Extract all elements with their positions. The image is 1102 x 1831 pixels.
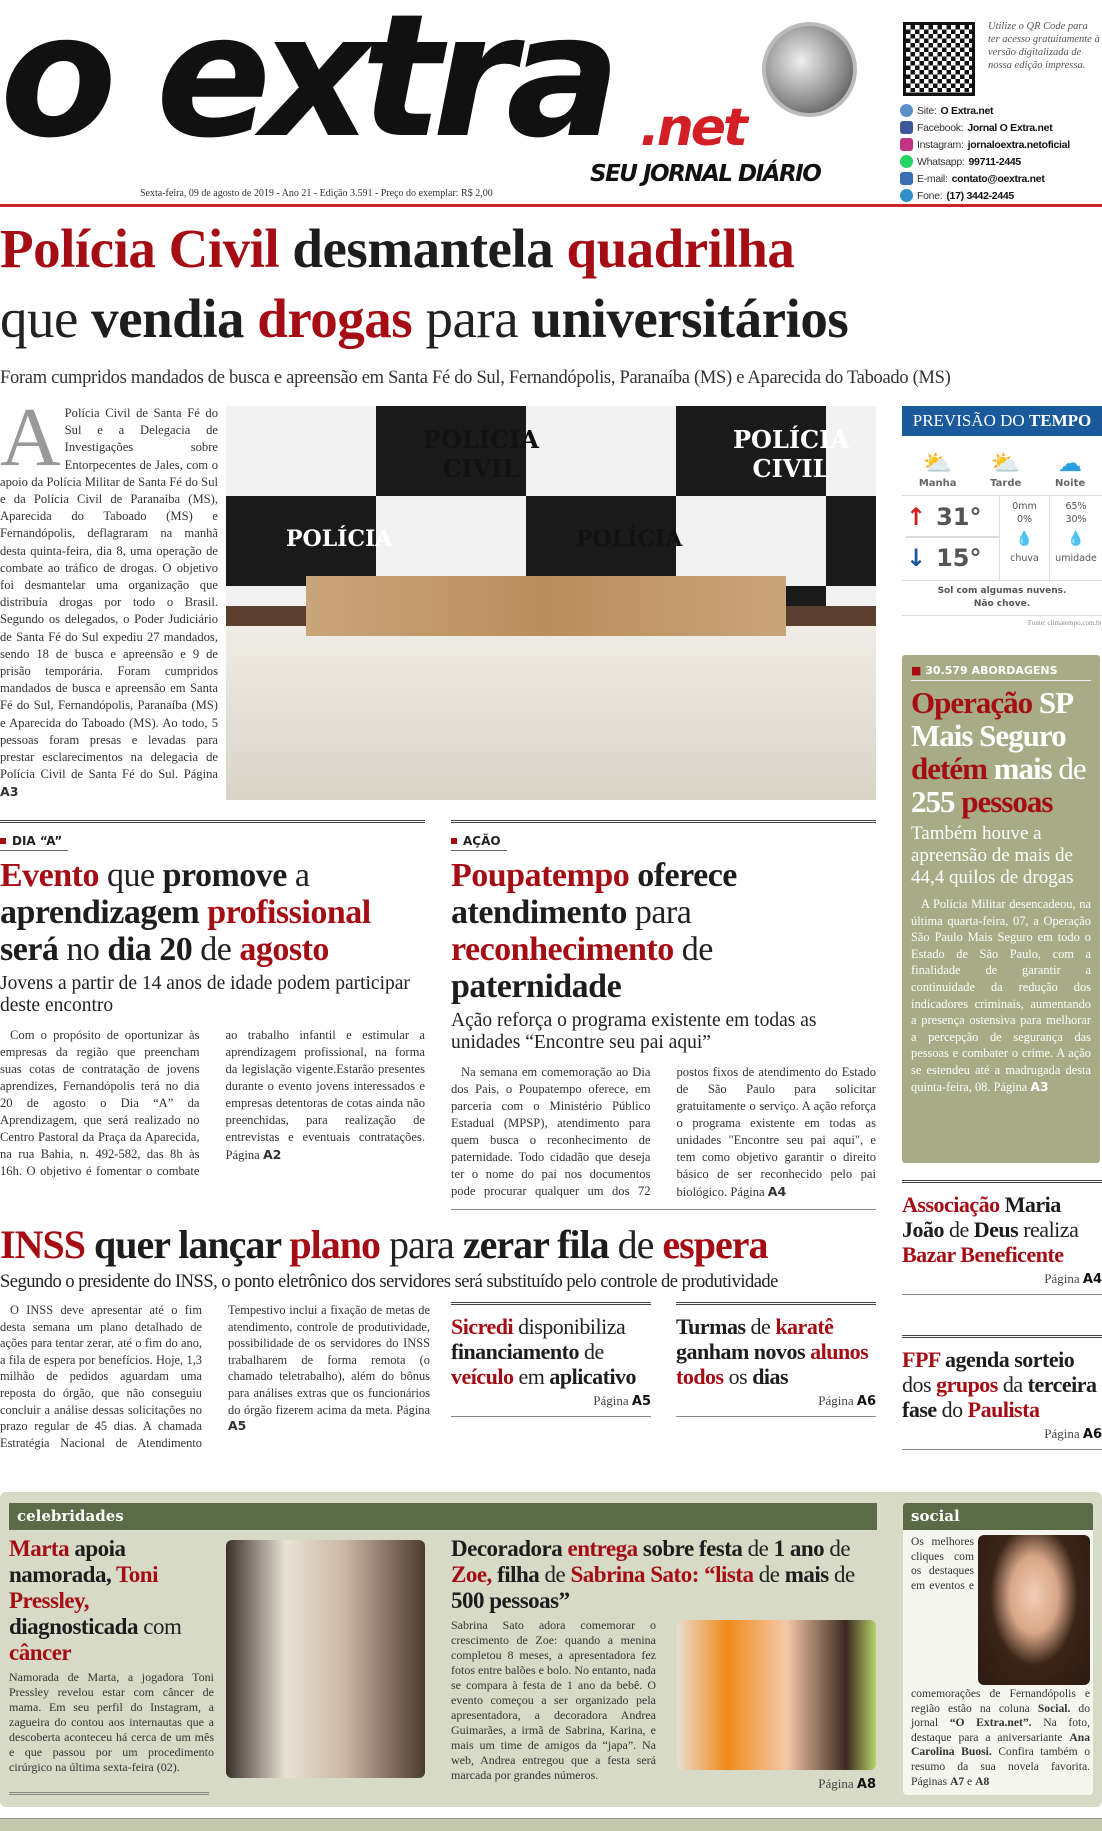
weather-summary: Não chove. xyxy=(973,599,1031,609)
headline-segment: de xyxy=(833,1562,855,1587)
section-title: social xyxy=(911,1507,960,1525)
photo-banner-text: POLÍCIA xyxy=(286,526,393,552)
headline-segment: Evento xyxy=(0,857,107,894)
middle-section xyxy=(0,820,876,1451)
page-number: A8 xyxy=(856,1777,876,1792)
story-inss[interactable] xyxy=(0,1222,876,1294)
headline-segment: espera xyxy=(662,1222,768,1267)
story-dia-a[interactable] xyxy=(0,820,425,1180)
lead-body-text: Polícia Civil de Santa Fé do Sul e a Delegacia de Investigações sobre Entorpecentes de Jales, com o apoio da Polícia Militar de Santa Fé do Sul e da Polícia Civil de Paranaíba (MS), Aparecida do Taboado (MS) e Fernandópolis, deflagraram na manhã desta quinta-feira, dia 8, uma operação de combate ao tráfico de drogas. O objetivo foi desmantelar uma organização que distribuía drogas por todo o Brasil. Segundo os delegados, o Poder Judiciário de Santa Fé do Sul expediu 27 mandados, sendo 18 de busca e apreensão e 9 de prisão temporária. Foram cumpridos mandados de busca e apreensão em Santa Fé do Sul, Fernandópolis, Paranaíba (MS) e Aparecida do Taboado (MS). Ao todo, 5 pessoas foram presas e levadas para prestar esclarecimentos na delegacia de Polícia Civil de Santa Fé do Sul. Página xyxy=(0,406,218,782)
story-marta[interactable] xyxy=(9,1536,214,1775)
headline-segment: Paulista xyxy=(967,1397,1040,1422)
temp-min: 15° xyxy=(936,544,982,572)
headline-segment: sobre festa xyxy=(642,1536,748,1561)
ops-body-text: A Polícia Militar desencadeou, na última quarta-feira, 07, a Operação São Paulo Mais Seguro em todo o Estado de São Paulo, com a finalidade de garantir a continuidade da redução dos indicadores criminais, aumentando a presença ostensiva para melhorar a percepção de segurança das pessoas e combater o crime. A ação se estendeu até a madrugada desta quinta-feira, 08. Página xyxy=(911,897,1091,1094)
page-label: Página xyxy=(1044,1426,1083,1441)
headline-segment: 255 xyxy=(911,784,962,819)
bold-text: “O Extra.net”. xyxy=(949,1716,1032,1730)
rain-pct: 0% xyxy=(1016,514,1033,525)
page-ref[interactable]: A5 xyxy=(228,1418,247,1434)
masthead-rule xyxy=(0,204,1102,207)
arrow-down-icon: ↓ xyxy=(906,544,927,572)
lead-photo xyxy=(226,406,876,800)
page-number: A6 xyxy=(856,1394,876,1409)
page-ref[interactable] xyxy=(800,1776,876,1793)
headline-segment: em xyxy=(518,1364,550,1389)
page-ref[interactable]: A4 xyxy=(767,1184,787,1199)
inss-body xyxy=(0,1302,430,1451)
kicker-text: 30.579 ABORDAGENS xyxy=(925,664,1058,677)
ops-box[interactable] xyxy=(902,655,1100,1163)
headline-segment: FPF xyxy=(902,1347,945,1372)
headline-segment: dias xyxy=(752,1364,789,1389)
qr-caption: Utilize o QR Code para ter acesso gratuitamente à versão digitalizada de nossa edição impressa. xyxy=(988,21,1100,71)
weather-title xyxy=(902,406,1102,436)
instagram-icon xyxy=(900,138,913,151)
body xyxy=(0,1027,425,1180)
headline xyxy=(451,857,876,1005)
headline-segment: paternidade xyxy=(451,968,622,1005)
contact-value: jornaloextra.netoficial xyxy=(967,138,1070,151)
headline xyxy=(902,1192,1102,1267)
headline-segment: de xyxy=(949,1217,974,1242)
headline-segment: detém xyxy=(911,751,994,786)
story-acao[interactable] xyxy=(451,820,876,1210)
headline xyxy=(676,1314,876,1389)
headline xyxy=(0,857,425,968)
headline-segment: Maria João xyxy=(902,1192,1061,1242)
contact-phone[interactable] xyxy=(900,187,1070,204)
contact-email[interactable] xyxy=(900,170,1070,187)
body-text: Os melhores cliques com os destaques em eventos e comemorações de Fernandópolis e região estão na coluna xyxy=(911,1535,1090,1715)
ops-body xyxy=(911,896,1091,1095)
headline-segment: Decoradora xyxy=(451,1536,568,1561)
contact-label: Fone: xyxy=(917,189,943,202)
headline-segment: que xyxy=(0,288,92,349)
page-label: Página xyxy=(818,1776,857,1791)
contact-value: (17) 3442-2445 xyxy=(946,189,1014,202)
contact-site[interactable] xyxy=(900,102,1070,119)
headline-segment: 1 ano xyxy=(773,1536,830,1561)
logo: o extra xyxy=(0,0,611,176)
social-panel[interactable] xyxy=(903,1503,1093,1795)
drop-cap: A xyxy=(0,391,61,484)
headline-segment: Marta xyxy=(9,1536,75,1561)
body-text: Confira também o resumo da sua novela favorita. Páginas xyxy=(911,1745,1090,1788)
period-morning xyxy=(919,448,957,489)
headline-segment: aplicativo xyxy=(549,1364,637,1389)
lead-body xyxy=(0,391,218,802)
social-photo xyxy=(978,1535,1090,1685)
bold-text: Social. xyxy=(1037,1701,1071,1715)
rain-label: chuva xyxy=(1010,553,1039,564)
headline-segment: Zoe, xyxy=(451,1562,498,1587)
headline-segment: de xyxy=(758,1562,785,1587)
headline-segment: INSS xyxy=(0,1222,94,1267)
bold-text: Ana Carolina Buosi. xyxy=(911,1730,1090,1759)
cloud-moon-icon: ☁ xyxy=(1058,449,1083,477)
headline-segment: agosto xyxy=(239,931,329,968)
headline-segment: dia 20 xyxy=(107,931,201,968)
headline-segment: de xyxy=(617,1222,663,1267)
headline-segment: para xyxy=(634,894,692,931)
headline-segment: profissional xyxy=(207,894,371,931)
period-night xyxy=(1055,448,1085,489)
humidity-label: umidade xyxy=(1055,553,1097,564)
phone-icon xyxy=(900,189,913,202)
contact-value: 99711-2445 xyxy=(968,155,1021,168)
headline-segment: quer lançar xyxy=(93,1222,290,1267)
page-label: Página xyxy=(593,1393,632,1408)
headline-segment: Bazar Beneficente xyxy=(902,1242,1064,1267)
headline-segment: que xyxy=(107,857,163,894)
page-ref[interactable] xyxy=(902,1426,1102,1443)
headline-segment: os xyxy=(728,1364,753,1389)
photo-banner-text: POLÍCIA CIVIL xyxy=(732,425,849,483)
photo-table xyxy=(226,626,876,800)
headline-segment: dos xyxy=(902,1372,937,1397)
footer-rule xyxy=(0,1818,1102,1831)
contact-value: Jornal O Extra.net xyxy=(967,121,1053,134)
body-text: O INSS deve apresentar até o fim desta semana um plano detalhado de ações para tentar zerar, até o fim do ano, a fila de espera por benefícios. Hoje, 1,3 milhão de pedidos aguardam uma reposta do órgão, que não conseguiu concluir a análise dessas solicitações no prazo regular de 45 dias. A chamada Estratégia Nacional de Atendimento Tempestivo inclui a fixação de metas de atendimento, controle de produtividade, possibilidade de os servidores do INSS trabalharem de forma remota (o chamado teletrabalho), além do bônus para análises extras que os funcionários do órgão fizerem acima da meta. Página xyxy=(0,1303,430,1450)
headline-segment: de xyxy=(544,1562,571,1587)
contact-label: Facebook: xyxy=(917,121,964,134)
headline-segment: SP Mais Seguro xyxy=(911,685,1072,753)
sabrina-photo xyxy=(677,1620,876,1770)
whatsapp-icon xyxy=(900,155,913,168)
headline-segment: para xyxy=(388,1222,463,1267)
headline-segment: para xyxy=(425,288,532,349)
headline-segment: de xyxy=(200,931,240,968)
contact-value: O Extra.net xyxy=(940,104,994,117)
facebook-icon xyxy=(900,121,913,134)
humidity-max: 65% xyxy=(1065,501,1087,512)
headline-segment: será xyxy=(0,931,67,968)
headline-segment: todos xyxy=(676,1364,729,1389)
body-text: Na semana em comemoração ao Dia dos Pais, o Poupatempo oferece, em parceria com o Ministério Público Estadual (MPSP), atendimento para quem busca o reconhecimento de paternidade. Todo cidadão que deseja ter o nome do pai nos documentos pode procurar qualquer um dos 72 postos fixos de atendimento do Estado de São Paulo para solicitar gratuitamente o serviço. A ação reforça o programa existente em todas as unidades "Encontre seu pai aqui", e tem como objetivo garantir o direito básico de ser reconhecido pelo pai biológico. Página xyxy=(451,1065,876,1199)
photo-banner-text: POLÍCIA xyxy=(576,526,683,552)
weather-source[interactable]: Fonte: climatempo.com.br xyxy=(1027,619,1102,627)
page-label: Página xyxy=(1044,1271,1083,1286)
globe-logo-icon xyxy=(762,22,857,117)
body-text: Com o propósito de oportunizar às empresas da região que preencham suas cotas de contratação de jovens aprendizes, Fernandópolis terá no dia 20 de agosto o Dia “A” da Aprendizagem, que será realizado no Centro Pastoral da Praça da Aparecida, na rua Bahia, n. 492-582, das 8h às 16h. O objetivo é fomentar o combate ao trabalho infantil e estimular a aprendizagem profissional, na forma da legislação vigente.Estarão presentes durante o evento jovens interessados e empresas detentoras de cotas ainda não preenchidas, para realização de entrevistas e eventuais contratações. Página xyxy=(0,1028,425,1178)
subhead: Ação reforça o programa existente em todas as unidades “Encontre seu pai aqui” xyxy=(451,1010,817,1053)
headline-segment: oferece atendimento xyxy=(451,857,737,931)
ops-subhead: Também houve a apreensão de mais de 44,4 quilos de drogas xyxy=(911,823,1074,888)
headline-segment: realiza xyxy=(1023,1217,1079,1242)
contact-value: contato@oextra.net xyxy=(951,172,1045,185)
page-ref[interactable]: A3 xyxy=(1030,1078,1049,1094)
body-text: Na foto, destaque para a aniversariante xyxy=(911,1716,1090,1744)
partly-sunny-icon: ⛅ xyxy=(922,449,953,477)
photo-boxes xyxy=(306,576,786,636)
headline-segment: de xyxy=(583,1339,604,1364)
section-header xyxy=(903,1503,1093,1530)
headline xyxy=(451,1536,876,1614)
subhead: Segundo o presidente do INSS, o ponto eletrônico dos servidores será substituído pelo controle de produtividade xyxy=(0,1272,778,1292)
page-ref[interactable]: A2 xyxy=(262,1147,282,1162)
story-sicredi[interactable] xyxy=(451,1302,651,1417)
headline-segment: apoia namorada, xyxy=(9,1536,126,1587)
body xyxy=(451,1064,876,1201)
headline xyxy=(451,1314,651,1389)
kicker: AÇÃO xyxy=(451,834,507,851)
headline-segment: quadrilha xyxy=(566,218,795,279)
page-number: A5 xyxy=(631,1394,651,1409)
period-label: Tarde xyxy=(990,478,1022,489)
headline-segment: veículo xyxy=(451,1364,519,1389)
subhead: Jovens a partir de 14 anos de idade podem participar deste encontro xyxy=(0,973,410,1016)
headline-segment: vendia xyxy=(91,288,258,349)
weather-widget xyxy=(902,406,1102,638)
headline-segment: promove xyxy=(162,857,295,894)
headline-segment: diagnosticada xyxy=(9,1614,144,1639)
headline-segment: alunos xyxy=(810,1339,869,1364)
headline-segment: pessoas xyxy=(961,784,1053,819)
headline-segment: aprendizagem xyxy=(0,894,208,931)
headline-segment: Poupatempo xyxy=(451,857,638,894)
body: Namorada de Marta, a jogadora Toni Pressley revelou estar com câncer de mama. Em seu perfil do Instagram, a zagueira do contou aos internautas que a descoberta aconteceu há cerca de um mês e que passou por um procedimento cirúrgico na última sexta-feira (02). xyxy=(9,1670,214,1774)
page-ref[interactable] xyxy=(676,1393,876,1410)
headline-segment: grupos xyxy=(936,1372,1003,1397)
page-label: Página xyxy=(818,1393,857,1408)
contact-instagram[interactable] xyxy=(900,136,1070,153)
contact-label: Whatsapp: xyxy=(917,155,965,168)
headline-segment: 500 pessoas” xyxy=(451,1588,570,1613)
ops-headline xyxy=(911,686,1091,818)
headline-segment: Polícia Civil xyxy=(0,218,293,279)
headline-segment: de xyxy=(750,1314,776,1339)
headline-segment: terceira fase xyxy=(902,1372,1097,1422)
story-fpf[interactable] xyxy=(902,1335,1102,1450)
headline-segment: universitários xyxy=(531,288,849,349)
weather-summary: Sol com algumas nuvens. xyxy=(937,586,1067,596)
lead-subhead: Foram cumpridos mandados de busca e apreensão em Santa Fé do Sul, Fernandópolis, Paranaíba (MS) e Aparecida do Taboado (MS) xyxy=(0,368,951,388)
dateline: Sexta-feira, 09 de agosto de 2019 - Ano 21 - Edição 3.591 - Preço do exemplar: R$ 2,00 xyxy=(140,188,493,199)
rain-mm: 0mm xyxy=(1012,501,1037,512)
raindrops-icon: 💧 xyxy=(1015,531,1034,547)
headline-segment: Toni Pressley, xyxy=(9,1562,158,1613)
headline-segment: entrega xyxy=(567,1536,643,1561)
headline-segment: reconhecimento xyxy=(451,931,682,968)
qr-code[interactable] xyxy=(903,22,975,96)
weather-title-bold: TEMPO xyxy=(1028,411,1092,430)
headline-segment: de xyxy=(747,1536,774,1561)
contact-facebook[interactable] xyxy=(900,119,1070,136)
headline-segment: Operação xyxy=(911,685,1039,720)
headline-segment: “lista xyxy=(704,1562,759,1587)
page-ref: A7 xyxy=(949,1774,965,1788)
headline xyxy=(9,1536,214,1666)
humidity-icon: 💧 xyxy=(1067,531,1085,547)
period-label: Manha xyxy=(918,478,957,489)
headline-segment: Sabrina Sato: xyxy=(570,1562,705,1587)
section-bottom-rule xyxy=(9,1792,209,1795)
email-icon xyxy=(900,172,913,185)
contact-label: E-mail: xyxy=(917,172,948,185)
contact-list xyxy=(900,102,1070,204)
headline-segment: do xyxy=(941,1397,968,1422)
headline-segment: mais xyxy=(784,1562,834,1587)
contact-label: Site: xyxy=(917,104,937,117)
section-title: celebridades xyxy=(17,1507,124,1525)
headline-segment: Deus xyxy=(973,1217,1024,1242)
headline-segment: financiamento xyxy=(451,1339,584,1364)
marta-photo xyxy=(226,1540,425,1778)
story-karate[interactable] xyxy=(676,1302,876,1417)
headline-segment: disponibiliza xyxy=(518,1314,626,1339)
lead-headline[interactable] xyxy=(0,214,1102,354)
page-number: A4 xyxy=(1082,1272,1102,1287)
headline-segment: zerar fila xyxy=(462,1222,618,1267)
globe-icon xyxy=(900,104,913,117)
humidity-min: 30% xyxy=(1065,514,1087,525)
headline-segment: mais xyxy=(993,751,1059,786)
headline-segment: ganham novos xyxy=(676,1339,811,1364)
headline-segment: com xyxy=(143,1614,182,1639)
period-afternoon xyxy=(990,448,1021,489)
headline-segment: Associação xyxy=(902,1192,1005,1217)
body-text: do jornal xyxy=(911,1701,1090,1730)
headline-segment: drogas xyxy=(257,288,426,349)
headline-segment: Turmas xyxy=(676,1314,751,1339)
headline xyxy=(902,1347,1102,1422)
headline xyxy=(0,1222,876,1268)
story-associacao[interactable] xyxy=(902,1180,1102,1295)
headline-segment: filha xyxy=(497,1562,545,1587)
kicker: DIA “A” xyxy=(0,834,68,851)
arrow-up-icon: ↑ xyxy=(906,503,927,531)
body-text: e xyxy=(964,1774,976,1788)
headline-segment: Sicredi xyxy=(451,1314,519,1339)
headline-segment: câncer xyxy=(9,1640,72,1665)
photo-banner-text: POLÍCIA CIVIL xyxy=(422,425,539,483)
period-label: Noite xyxy=(1054,478,1086,489)
temp-max: 31° xyxy=(936,503,982,531)
contact-whatsapp[interactable] xyxy=(900,153,1070,170)
headline-segment: desmantela xyxy=(292,218,567,279)
page-number: A6 xyxy=(1082,1427,1102,1442)
headline-segment: de xyxy=(1058,751,1086,786)
headline-segment: agenda sorteio xyxy=(945,1347,1075,1372)
contact-label: Instagram: xyxy=(917,138,964,151)
weather-title-light: PREVISÃO DO xyxy=(912,411,1029,430)
page-ref: A8 xyxy=(975,1774,990,1788)
body: Sabrina Sato adora comemorar o crescimento de Zoe: quando a menina completou 8 meses, a apresentadora fez fotos entre balões e bolo. No entanto, nada se compara à festa de 1 ano da bebê. O evento começou a ser organizado pela apresentadora, a decoradora Andrea Guimarães, a irmã de Sabrina, Karina, e mais um time de amigos da “japa”. Na web, Andrea entregou que a festa será marcada por grandes números. xyxy=(451,1618,656,1782)
celebridades-section xyxy=(0,1492,1102,1807)
page-ref[interactable] xyxy=(902,1271,1102,1288)
headline-segment: da xyxy=(1002,1372,1028,1397)
page-ref[interactable] xyxy=(451,1393,651,1410)
headline-segment: no xyxy=(66,931,108,968)
section-header xyxy=(9,1503,877,1530)
headline-segment: karatê xyxy=(775,1314,834,1339)
headline-segment: de xyxy=(829,1536,851,1561)
headline-segment: a xyxy=(294,857,310,894)
slogan: SEU JORNAL DIÁRIO xyxy=(590,161,821,187)
partly-sunny-icon: ⛅ xyxy=(990,449,1021,477)
logo-net: .net xyxy=(640,98,745,158)
headline-segment: plano xyxy=(289,1222,389,1267)
headline-segment: de xyxy=(681,931,713,968)
masthead xyxy=(0,0,1102,210)
page-ref[interactable]: A3 xyxy=(0,784,19,800)
ops-kicker: ■ 30.579 ABORDAGENS xyxy=(911,664,1091,681)
